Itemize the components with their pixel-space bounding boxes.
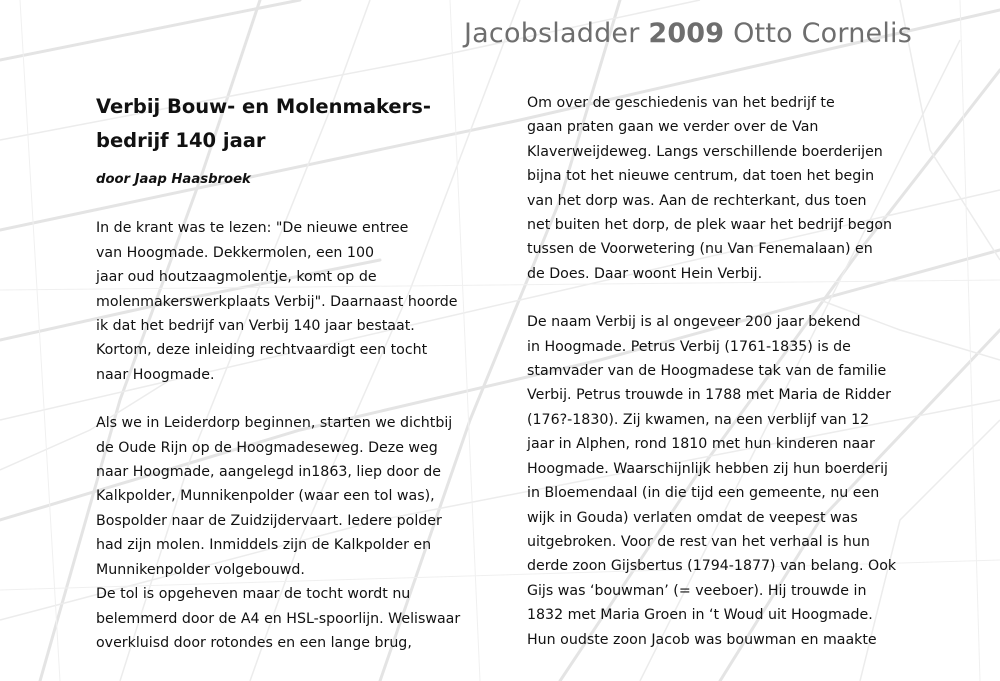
text-line: ik dat het bedrijf van Verbij 140 jaar bestaat.	[96, 318, 415, 335]
header-year: 2009	[648, 18, 725, 49]
text-line: uitgebroken. Voor de rest van het verhaal is hun	[527, 533, 870, 550]
text-line: Bospolder naar de Zuidzijdervaart. Iedere polder	[96, 512, 442, 529]
text-line: gaan praten gaan we verder over de Van	[527, 119, 819, 136]
article-left-column	[96, 90, 480, 655]
text-line: stamvader van de Hoogmadese tak van de familie	[527, 363, 887, 380]
text-line: van Hoogmade. Dekkermolen, een 100	[96, 244, 375, 261]
text-line: Om over de geschiedenis van het bedrijf te	[527, 95, 835, 111]
text-line: jaar oud houtzaagmolentje, komt op de	[96, 269, 377, 286]
text-line: Als we in Leiderdorp beginnen, starten we dichtbij	[96, 415, 453, 432]
paragraph	[527, 91, 927, 286]
text-line: 1832 met Maria Groen in ‘t Woud uit Hoogmade.	[527, 607, 873, 624]
text-line: in Hoogmade. Petrus Verbij (1761-1835) is de	[527, 338, 851, 355]
header-name-part1: Jacobsladder	[464, 18, 640, 49]
text-line: de Oude Rijn op de Hoogmadeseweg. Deze weg	[96, 439, 438, 456]
text-line: jaar in Alphen, rond 1810 met hun kinderen naar	[527, 436, 875, 453]
text-line: Kalkpolder, Munnikenpolder (waar een tol was),	[96, 488, 435, 505]
paragraph	[96, 216, 480, 387]
text-line: net buiten het dorp, de plek waar het bedrijf begon	[527, 217, 893, 234]
article-right-column	[527, 91, 927, 652]
title-line: Verbij Bouw- en Molenmakers-	[96, 95, 431, 118]
text-line: De naam Verbij is al ongeveer 200 jaar bekend	[527, 314, 861, 331]
header-name-part2: Otto Cornelis	[733, 18, 912, 49]
text-line: De tol is opgeheven maar de tocht wordt nu	[96, 586, 411, 603]
text-line: had zijn molen. Inmiddels zijn de Kalkpolder en	[96, 537, 432, 554]
text-line: molenmakerswerkplaats Verbij". Daarnaast hoorde	[96, 293, 458, 310]
text-line: Hun oudste zoon Jacob was bouwman en maakte	[527, 631, 877, 648]
paragraph	[527, 310, 927, 652]
title-line: bedrijf 140 jaar	[96, 129, 266, 152]
text-line: naar Hoogmade, aangelegd in1863, liep door de	[96, 464, 441, 481]
text-line: (176?-1830). Zij kwamen, na een verblijf van 12	[527, 411, 870, 428]
text-line: Hoogmade. Waarschijnlijk hebben zij hun boerderij	[527, 460, 888, 477]
text-line: de Does. Daar woont Hein Verbij.	[527, 265, 763, 282]
text-line: naar Hoogmade.	[96, 366, 215, 383]
text-line: Klaverweijdeweg. Langs verschillende boerderijen	[527, 143, 883, 160]
header-title	[464, 18, 912, 49]
text-line: wijk in Gouda) verlaten omdat de veepest was	[527, 509, 858, 526]
text-line: Verbij. Petrus trouwde in 1788 met Maria de Ridder	[527, 387, 891, 404]
text-line: Gijs was ‘bouwman’ (= veeboer). Hij trouwde in	[527, 582, 867, 599]
text-line: in Bloemendaal (in die tijd een gemeente, nu een	[527, 485, 880, 502]
article-byline: door Jaap Haasbroek	[96, 172, 251, 187]
text-line: van het dorp was. Aan de rechterkant, dus toen	[527, 192, 867, 209]
paragraph	[96, 582, 480, 655]
text-line: In de krant was te lezen: "De nieuwe entree	[96, 220, 409, 237]
article-title	[96, 90, 480, 158]
text-line: Kortom, deze inleiding rechtvaardigt een tocht	[96, 342, 428, 359]
text-line: Munnikenpolder volgebouwd.	[96, 561, 305, 578]
text-line: derde zoon Gijsbertus (1794-1877) van belang. Ook	[527, 558, 897, 575]
text-line: bijna tot het nieuwe centrum, dat toen het begin	[527, 168, 875, 185]
text-line: tussen de Voorwetering (nu Van Fenemalaan) en	[527, 241, 873, 258]
paragraph	[96, 411, 480, 582]
text-line: overkluisd door rotondes en een lange brug,	[96, 634, 412, 651]
text-line: belemmerd door de A4 en HSL-spoorlijn. Weliswaar	[96, 610, 461, 627]
